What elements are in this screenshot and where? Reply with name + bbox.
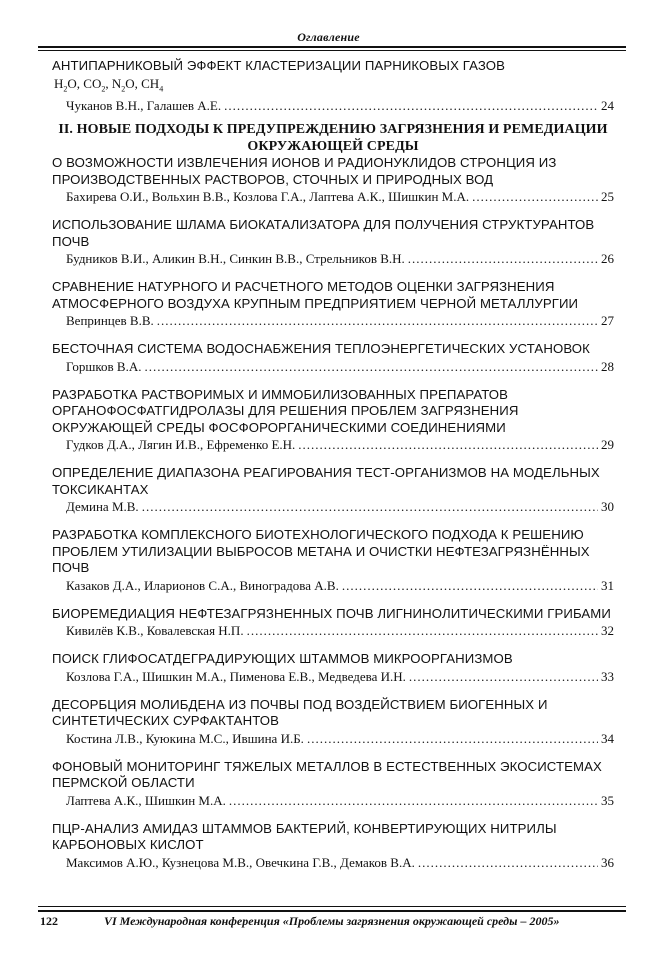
leader-dots [145,358,599,375]
entry-formula [52,75,614,98]
entry-authors-line [52,312,614,329]
entry-title: БЕСТОЧНАЯ СИСТЕМА ВОДОСНАБЖЕНИЯ ТЕПЛОЭНЕРГЕТИЧЕСКИХ УСТАНОВОК [52,341,590,357]
running-head: Оглавление [297,30,360,44]
entry-title: БИОРЕМЕДИАЦИЯ НЕФТЕЗАГРЯЗНЕННЫХ ПОЧВ ЛИГНИНОЛИТИЧЕСКИМИ ГРИБАМИ [52,605,611,621]
entry-page: 33 [601,668,614,684]
entry-page: 30 [601,499,614,515]
toc-entry [52,651,614,685]
entry-authors: Лаптева А.К., Шишкин М.А. [66,792,226,808]
entry-authors: Костина Л.В., Куюкина М.С., Ившина И.Б. [66,730,304,746]
entry-authors-line [52,188,614,205]
entry-authors: Будников В.И., Аликин В.Н., Синкин В.В., Стрельников В.Н. [66,251,405,267]
entry-title: О ВОЗМОЖНОСТИ ИЗВЛЕЧЕНИЯ ИОНОВ И РАДИОНУКЛИДОВ СТРОНЦИЯ ИЗ ПРОИЗВОДСТВЕННЫХ РАСТВОРОВ, СТОЧНЫХ И ПРИРОДНЫХ ВОД [52,155,557,187]
entry-title: ПЦР-АНАЛИЗ АМИДАЗ ШТАММОВ БАКТЕРИЙ, КОНВЕРТИРУЮЩИХ НИТРИЛЫ КАРБОНОВЫХ КИСЛОТ [52,820,557,853]
footer-rule-thick [38,910,626,912]
entry-authors: Максимов А.Ю., Кузнецова М.В., Овечкина Г.В., Демаков В.А. [66,854,415,870]
leader-dots [298,436,598,453]
entry-authors: Бахирева О.И., Вольхин В.В., Козлова Г.А., Лаптева А.К., Шишкин М.А. [66,189,470,205]
entry-page: 29 [601,437,614,453]
toc-entry [52,527,614,594]
leader-dots [418,854,598,871]
entry-title: РАЗРАБОТКА РАСТВОРИМЫХ И ИММОБИЛИЗОВАННЫХ ПРЕПАРАТОВ ОРГАНОФОСФАТГИДРОЛАЗЫ ДЛЯ РЕШЕНИЯ ПРОБЛЕМ ЗАГРЯЗНЕНИЯ ОКРУЖАЮЩЕЙ СРЕДЫ ФОСФОРОРГАНИЧЕСКИМИ СОЕДИНЕНИЯМИ [52,386,519,435]
entry-authors-line [52,577,614,594]
entry-authors: Козлова Г.А., Шишкин М.А., Пименова Е.В., Медведева И.Н. [66,668,406,684]
entry-title: ПОИСК ГЛИФОСАТДЕГРАДИРУЮЩИХ ШТАММОВ МИКРООРГАНИЗМОВ [52,651,513,667]
entry-authors-line [52,498,614,515]
entry-page: 34 [601,730,614,746]
footer-page-number: 122 [40,914,58,928]
footer-conference: VI Международная конференция «Проблемы загрязнения окружающей среды – 2005» [104,914,560,928]
leader-dots [408,250,598,267]
leader-dots [224,97,598,114]
entry-authors-line [52,730,614,747]
leader-dots [229,792,598,809]
section-heading: II. НОВЫЕ ПОДХОДЫ К ПРЕДУПРЕЖДЕНИЮ ЗАГРЯЗНЕНИЯ И РЕМЕДИАЦИИ ОКРУЖАЮЩЕЙ СРЕДЫ [58,122,608,154]
leader-dots [307,730,598,747]
entry-authors-line [52,668,614,685]
header-rule-thin [38,50,626,51]
leader-dots [342,577,598,594]
entry-title: РАЗРАБОТКА КОМПЛЕКСНОГО БИОТЕХНОЛОГИЧЕСКОГО ПОДХОДА К РЕШЕНИЮ ПРОБЛЕМ УТИЛИЗАЦИИ ВЫБРОСОВ МЕТАНА И ОЧИСТКИ НЕФТЕЗАГРЯЗНЁННЫХ ПОЧВ [52,527,590,576]
toc-entry [52,697,614,747]
entry-title: СРАВНЕНИЕ НАТУРНОГО И РАСЧЕТНОГО МЕТОДОВ ОЦЕНКИ ЗАГРЯЗНЕНИЯ АТМОСФЕРНОГО ВОЗДУХА КРУПНЫМ ПРЕДПРИЯТИЕМ ЧЕРНОЙ МЕТАЛЛУРГИИ [52,279,579,311]
toc-entry [52,387,614,454]
entry-authors: Гудков Д.А., Лягин И.В., Ефременко Е.Н. [66,437,296,453]
entry-authors: Казаков Д.А., Иларионов С.А., Виноградова А.В. [66,577,339,593]
toc-entry [52,341,614,375]
footer-rule-thin [38,906,626,907]
entry-page: 31 [601,577,614,593]
leader-dots [472,188,598,205]
entry-authors-line [52,792,614,809]
entry-page: 24 [601,98,614,114]
entry-authors-line [52,622,614,639]
toc-entry [52,217,614,267]
toc-entry [52,155,614,205]
entry-page: 32 [601,623,614,639]
entry-page: 25 [601,189,614,205]
entry-page: 28 [601,358,614,374]
leader-dots [409,668,598,685]
toc-entry [52,58,614,114]
leader-dots [157,312,598,329]
entry-page: 36 [601,854,614,870]
entry-page: 27 [601,313,614,329]
entry-title: ОПРЕДЕЛЕНИЕ ДИАПАЗОНА РЕАГИРОВАНИЯ ТЕСТ-ОРГАНИЗМОВ НА МОДЕЛЬНЫХ ТОКСИКАНТАХ [52,465,600,497]
toc-entry [52,759,614,809]
entry-title: ДЕСОРБЦИЯ МОЛИБДЕНА ИЗ ПОЧВЫ ПОД ВОЗДЕЙСТВИЕМ БИОГЕННЫХ И СИНТЕТИЧЕСКИХ СУРФАКТАНТОВ [52,696,548,729]
entry-authors-line [52,436,614,453]
entry-page: 35 [601,792,614,808]
entry-authors-line [52,97,614,114]
toc-entry [52,279,614,329]
header-rule-thick [38,46,626,48]
entry-authors-line [52,250,614,267]
leader-dots [247,622,598,639]
entry-authors-line [52,854,614,871]
entry-authors: Кивилёв К.В., Ковалевская Н.П. [66,623,244,639]
entry-authors: Чуканов В.Н., Галашев А.Е. [66,98,222,114]
entry-title: АНТИПАРНИКОВЫЙ ЭФФЕКТ КЛАСТЕРИЗАЦИИ ПАРНИКОВЫХ ГАЗОВ [52,58,506,73]
leader-dots [142,498,598,515]
entry-title: ФОНОВЫЙ МОНИТОРИНГ ТЯЖЕЛЫХ МЕТАЛЛОВ В ЕСТЕСТВЕННЫХ ЭКОСИСТЕМАХ ПЕРМСКОЙ ОБЛАСТИ [52,758,602,791]
toc-entry [52,821,614,871]
entries-list [52,155,614,871]
entry-authors: Вепринцев В.В. [66,313,154,329]
entry-page: 26 [601,251,614,267]
entry-authors-line [52,358,614,375]
entry-authors: Горшков В.А. [66,358,142,374]
toc-entry [52,465,614,515]
formula-rendered: $H_2O$, $CO_2$, $N_2O$, $CH_4$ [54,75,164,94]
table-of-contents [52,58,614,871]
entry-authors: Демина М.В. [66,499,139,515]
entry-title: ИСПОЛЬЗОВАНИЕ ШЛАМА БИОКАТАЛИЗАТОРА ДЛЯ ПОЛУЧЕНИЯ СТРУКТУРАНТОВ ПОЧВ [52,217,595,249]
toc-entry [52,606,614,640]
